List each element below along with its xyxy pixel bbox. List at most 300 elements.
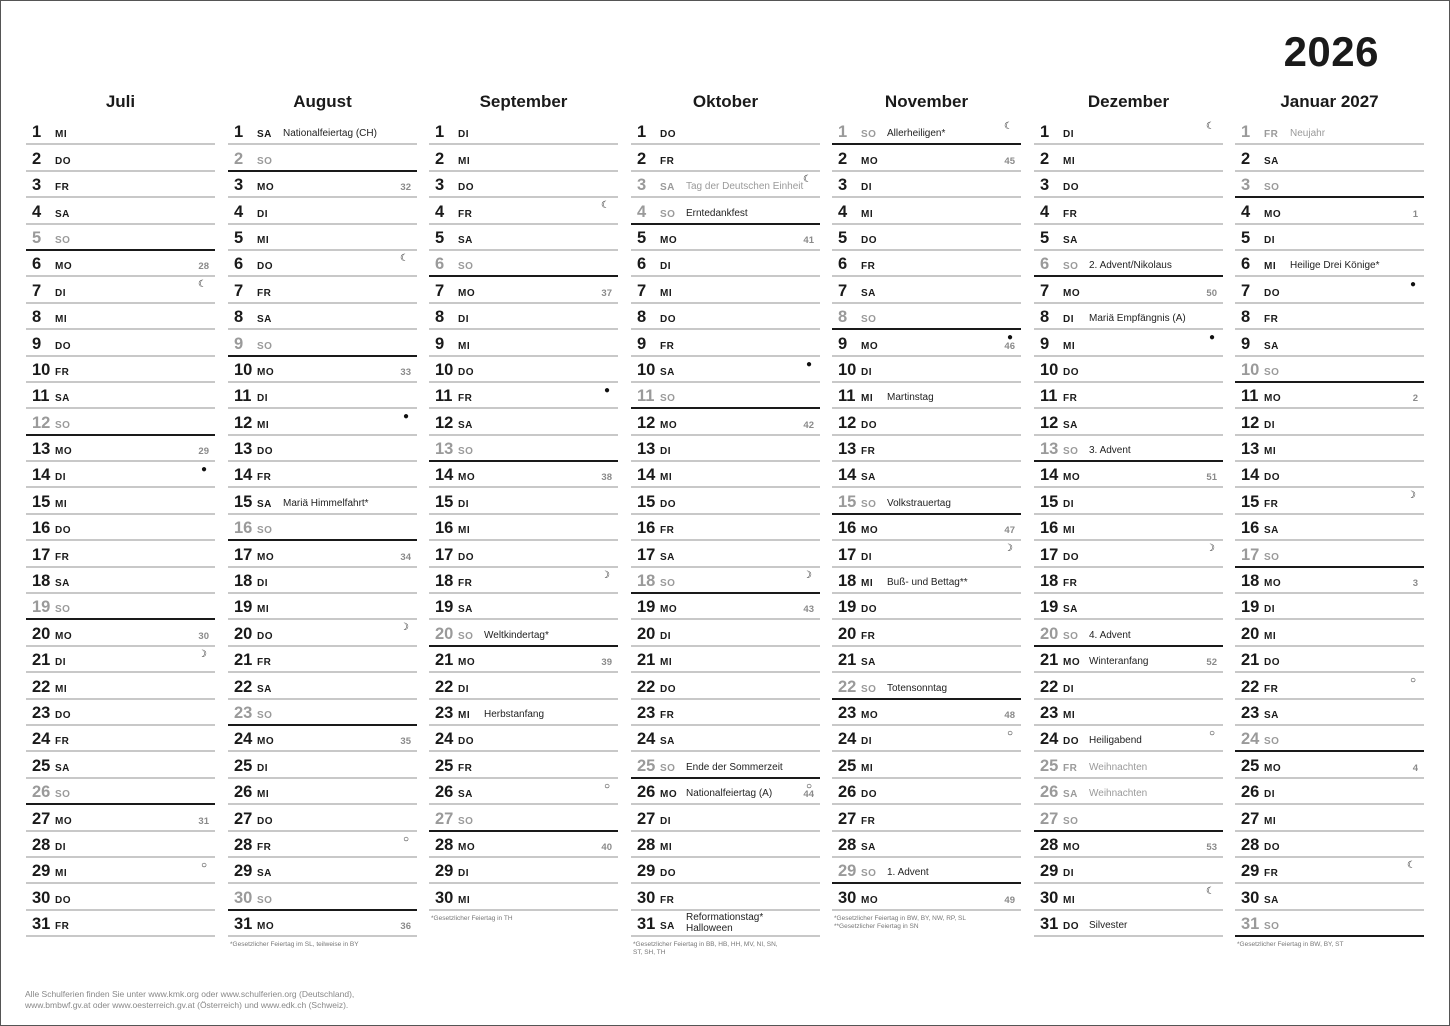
day-number: 29 bbox=[32, 862, 51, 881]
weekday-abbr: FR bbox=[1063, 393, 1078, 405]
day-row bbox=[631, 145, 820, 171]
holiday-label: Neujahr bbox=[1290, 128, 1326, 140]
day-number: 21 bbox=[234, 651, 253, 670]
day-row bbox=[228, 172, 417, 198]
weekday-abbr: MI bbox=[861, 208, 874, 220]
weekday-abbr: MI bbox=[257, 789, 270, 801]
weekday-abbr: DI bbox=[458, 498, 469, 510]
day-row bbox=[1034, 409, 1223, 435]
moon-phase-icon: ● bbox=[805, 358, 812, 370]
day-number: 16 bbox=[1040, 519, 1059, 538]
weekday-abbr: SA bbox=[257, 868, 272, 880]
weekday-abbr: DO bbox=[660, 868, 676, 880]
weekday-abbr: DO bbox=[1063, 736, 1079, 748]
day-number: 11 bbox=[32, 387, 50, 406]
day-list bbox=[832, 119, 1021, 911]
weekday-abbr: DI bbox=[458, 314, 469, 326]
day-number: 22 bbox=[234, 677, 253, 696]
day-row bbox=[832, 594, 1021, 620]
day-row bbox=[429, 515, 618, 541]
day-number: 23 bbox=[838, 703, 857, 722]
weekday-abbr: MI bbox=[55, 498, 68, 510]
weekday-abbr: DO bbox=[1264, 657, 1280, 669]
week-number: 29 bbox=[198, 446, 209, 458]
day-number: 17 bbox=[1040, 545, 1059, 564]
day-row bbox=[1034, 462, 1223, 488]
week-number: 40 bbox=[601, 841, 612, 853]
day-list bbox=[631, 119, 820, 937]
weekday-abbr: MI bbox=[861, 393, 874, 405]
moon-phase-icon: ○ bbox=[402, 833, 409, 845]
weekday-abbr: MO bbox=[257, 921, 275, 933]
day-number: 26 bbox=[32, 783, 51, 802]
weekday-abbr: DI bbox=[458, 868, 469, 880]
day-row bbox=[1034, 673, 1223, 699]
weekday-abbr: SA bbox=[1264, 155, 1279, 167]
day-number: 15 bbox=[234, 492, 253, 511]
day-number: 27 bbox=[435, 809, 454, 828]
month-title: Dezember bbox=[1087, 92, 1170, 111]
day-row bbox=[228, 726, 417, 752]
holiday-label: 2. Advent/Nikolaus bbox=[1089, 260, 1172, 272]
day-number: 31 bbox=[637, 915, 656, 934]
weekday-abbr: MO bbox=[660, 604, 678, 616]
week-number: 47 bbox=[1004, 525, 1015, 537]
day-row bbox=[832, 357, 1021, 383]
day-number: 3 bbox=[1040, 176, 1050, 195]
day-number: 4 bbox=[435, 202, 445, 221]
weekday-abbr: SO bbox=[257, 894, 273, 906]
weekday-abbr: SO bbox=[458, 446, 474, 458]
day-row bbox=[1235, 594, 1424, 620]
day-number: 11 bbox=[637, 387, 655, 406]
day-number: 13 bbox=[435, 440, 454, 459]
day-row bbox=[228, 541, 417, 567]
day-row bbox=[1034, 251, 1223, 277]
day-row bbox=[429, 884, 618, 910]
moon-phase-icon: ☽ bbox=[1004, 543, 1013, 555]
day-row bbox=[631, 357, 820, 383]
moon-phase-icon: ☾ bbox=[198, 279, 207, 291]
day-row bbox=[1034, 541, 1223, 567]
day-number: 4 bbox=[637, 202, 647, 221]
day-row bbox=[1235, 726, 1424, 752]
day-row bbox=[429, 700, 618, 726]
day-row bbox=[631, 858, 820, 884]
weekday-abbr: MO bbox=[861, 709, 879, 721]
day-row bbox=[1235, 357, 1424, 383]
day-row bbox=[631, 726, 820, 752]
day-number: 30 bbox=[838, 888, 857, 907]
day-row bbox=[1235, 700, 1424, 726]
day-row bbox=[1235, 409, 1424, 435]
weekday-abbr: FR bbox=[257, 841, 272, 853]
moon-phase-icon: ○ bbox=[1409, 675, 1416, 687]
day-row bbox=[228, 620, 417, 646]
weekday-abbr: DO bbox=[55, 525, 71, 537]
day-number: 30 bbox=[637, 888, 656, 907]
day-row bbox=[1034, 700, 1223, 726]
day-row bbox=[832, 462, 1021, 488]
day-row bbox=[1034, 832, 1223, 858]
weekday-abbr: MO bbox=[1264, 208, 1282, 220]
day-row bbox=[26, 409, 215, 435]
month-column bbox=[228, 91, 417, 949]
day-number: 19 bbox=[838, 598, 857, 617]
day-number: 26 bbox=[838, 783, 857, 802]
week-number: 30 bbox=[198, 630, 209, 642]
weekday-abbr: SO bbox=[257, 525, 273, 537]
weekday-abbr: MO bbox=[257, 182, 275, 194]
moon-phase-icon: ☽ bbox=[803, 569, 812, 581]
week-number: 33 bbox=[400, 366, 411, 378]
weekday-abbr: FR bbox=[1063, 762, 1078, 774]
day-row bbox=[429, 779, 618, 805]
day-row bbox=[1034, 726, 1223, 752]
weekday-abbr: SA bbox=[257, 129, 272, 141]
day-row bbox=[429, 145, 618, 171]
day-row bbox=[228, 515, 417, 541]
moon-phase-icon: ● bbox=[200, 464, 207, 476]
day-number: 5 bbox=[32, 228, 42, 247]
day-number: 1 bbox=[32, 123, 42, 142]
holiday-label: Buß- und Bettag** bbox=[887, 577, 968, 589]
day-row bbox=[1235, 462, 1424, 488]
weekday-abbr: DO bbox=[861, 789, 877, 801]
footnote-line: ST, SH, TH bbox=[633, 949, 666, 957]
day-number: 31 bbox=[234, 915, 253, 934]
day-number: 29 bbox=[637, 862, 656, 881]
holiday-label: Nationalfeiertag (A) bbox=[686, 788, 773, 800]
day-number: 18 bbox=[1241, 572, 1260, 591]
day-number: 9 bbox=[838, 334, 848, 353]
day-row bbox=[832, 277, 1021, 303]
day-row bbox=[429, 568, 618, 594]
day-row bbox=[429, 304, 618, 330]
week-number: 52 bbox=[1206, 657, 1217, 669]
day-row bbox=[832, 832, 1021, 858]
day-number: 10 bbox=[637, 360, 656, 379]
weekday-abbr: MO bbox=[861, 894, 879, 906]
weekday-abbr: FR bbox=[55, 366, 70, 378]
weekday-abbr: SO bbox=[1264, 182, 1280, 194]
day-row bbox=[631, 673, 820, 699]
weekday-abbr: MI bbox=[660, 472, 673, 484]
day-number: 3 bbox=[838, 176, 848, 195]
day-number: 31 bbox=[1040, 915, 1059, 934]
weekday-abbr: SA bbox=[861, 472, 876, 484]
weekday-abbr: SA bbox=[1063, 234, 1078, 246]
day-number: 8 bbox=[234, 308, 244, 327]
weekday-abbr: DO bbox=[55, 340, 71, 352]
month-column bbox=[26, 91, 215, 937]
day-number: 6 bbox=[32, 255, 42, 274]
day-row bbox=[1235, 752, 1424, 778]
weekday-abbr: DI bbox=[861, 182, 872, 194]
day-row bbox=[1034, 436, 1223, 462]
day-number: 13 bbox=[1040, 440, 1059, 459]
day-list bbox=[429, 119, 618, 911]
day-number: 30 bbox=[435, 888, 454, 907]
day-number: 29 bbox=[435, 862, 454, 881]
weekday-abbr: FR bbox=[458, 208, 473, 220]
day-row bbox=[26, 752, 215, 778]
day-number: 3 bbox=[234, 176, 244, 195]
day-row bbox=[631, 277, 820, 303]
holiday-label: Weihnachten bbox=[1089, 761, 1148, 773]
day-number: 25 bbox=[32, 756, 51, 775]
footnote-line: *Gesetzlicher Feiertag in BB, HB, HH, MV, NI, SN, bbox=[633, 941, 778, 949]
day-number: 7 bbox=[1241, 281, 1251, 300]
weekday-abbr: MI bbox=[1264, 446, 1277, 458]
day-row bbox=[429, 752, 618, 778]
weekday-abbr: MI bbox=[458, 340, 471, 352]
day-row bbox=[1034, 119, 1223, 145]
day-row bbox=[1235, 198, 1424, 224]
day-row bbox=[228, 304, 417, 330]
week-number: 3 bbox=[1412, 578, 1418, 590]
weekday-abbr: DI bbox=[1264, 234, 1275, 246]
weekday-abbr: SO bbox=[257, 155, 273, 167]
day-number: 23 bbox=[32, 703, 51, 722]
weekday-abbr: FR bbox=[1264, 314, 1279, 326]
weekday-abbr: FR bbox=[55, 921, 70, 933]
day-number: 4 bbox=[1040, 202, 1050, 221]
day-number: 15 bbox=[838, 492, 857, 511]
day-row bbox=[832, 541, 1021, 567]
holiday-label: Martinstag bbox=[887, 392, 934, 404]
day-row bbox=[1034, 805, 1223, 831]
weekday-abbr: FR bbox=[257, 657, 272, 669]
day-number: 19 bbox=[234, 598, 253, 617]
day-number: 29 bbox=[234, 862, 253, 881]
weekday-abbr: DO bbox=[861, 604, 877, 616]
holiday-label: Silvester bbox=[1089, 920, 1128, 932]
day-number: 18 bbox=[637, 572, 656, 591]
day-number: 2 bbox=[435, 149, 445, 168]
day-number: 7 bbox=[637, 281, 647, 300]
weekday-abbr: MI bbox=[1063, 894, 1076, 906]
weekday-abbr: MO bbox=[55, 261, 73, 273]
day-number: 5 bbox=[435, 228, 445, 247]
day-row bbox=[429, 647, 618, 673]
day-number: 16 bbox=[637, 519, 656, 538]
day-row bbox=[631, 568, 820, 594]
weekday-abbr: MI bbox=[1063, 709, 1076, 721]
day-number: 10 bbox=[838, 360, 857, 379]
weekday-abbr: MO bbox=[660, 789, 678, 801]
day-number: 26 bbox=[1241, 783, 1260, 802]
day-number: 7 bbox=[838, 281, 848, 300]
weekday-abbr: MO bbox=[861, 525, 879, 537]
day-number: 14 bbox=[435, 466, 454, 485]
day-row bbox=[228, 277, 417, 303]
day-number: 11 bbox=[838, 387, 856, 406]
week-number: 49 bbox=[1004, 894, 1015, 906]
weekday-abbr: MO bbox=[257, 736, 275, 748]
weekday-abbr: MI bbox=[458, 894, 471, 906]
weekday-abbr: SO bbox=[257, 709, 273, 721]
weekday-abbr: FR bbox=[1264, 868, 1279, 880]
moon-phase-icon: ● bbox=[1409, 279, 1416, 291]
weekday-abbr: MI bbox=[257, 419, 270, 431]
weekday-abbr: FR bbox=[861, 815, 876, 827]
day-number: 20 bbox=[234, 624, 253, 643]
day-number: 24 bbox=[32, 730, 51, 749]
day-row bbox=[26, 119, 215, 145]
day-row bbox=[26, 198, 215, 224]
week-number: 28 bbox=[198, 261, 209, 273]
day-number: 26 bbox=[234, 783, 253, 802]
day-number: 15 bbox=[1040, 492, 1059, 511]
weekday-abbr: DI bbox=[55, 287, 66, 299]
day-row bbox=[429, 198, 618, 224]
day-number: 16 bbox=[32, 519, 51, 538]
day-row bbox=[26, 436, 215, 462]
day-number: 18 bbox=[1040, 572, 1059, 591]
moon-phase-icon: ☾ bbox=[1004, 121, 1013, 132]
month-title: November bbox=[884, 92, 969, 111]
day-number: 5 bbox=[1241, 228, 1251, 247]
weekday-abbr: FR bbox=[660, 525, 675, 537]
day-number: 25 bbox=[1040, 756, 1059, 775]
day-row bbox=[26, 568, 215, 594]
day-row bbox=[26, 251, 215, 277]
day-number: 17 bbox=[838, 545, 857, 564]
month-title: Juli bbox=[105, 92, 136, 111]
month-footnote bbox=[631, 941, 820, 957]
day-row bbox=[228, 594, 417, 620]
day-row bbox=[1235, 330, 1424, 356]
weekday-abbr: DO bbox=[861, 419, 877, 431]
weekday-abbr: SA bbox=[257, 683, 272, 695]
day-row bbox=[1034, 198, 1223, 224]
weekday-abbr: DI bbox=[55, 657, 66, 669]
day-number: 13 bbox=[234, 440, 253, 459]
day-number: 25 bbox=[435, 756, 454, 775]
weekday-abbr: MI bbox=[55, 314, 68, 326]
day-row bbox=[429, 409, 618, 435]
weekday-abbr: FR bbox=[861, 630, 876, 642]
day-row bbox=[228, 198, 417, 224]
day-row bbox=[832, 884, 1021, 910]
moon-phase-icon: ☾ bbox=[803, 173, 812, 185]
holiday-label: 4. Advent bbox=[1089, 629, 1131, 641]
day-row bbox=[631, 700, 820, 726]
day-number: 4 bbox=[838, 202, 848, 221]
day-number: 9 bbox=[234, 334, 244, 353]
weekday-abbr: DO bbox=[1063, 921, 1079, 933]
week-number: 44 bbox=[803, 789, 814, 801]
day-number: 10 bbox=[234, 360, 253, 379]
day-row bbox=[1235, 832, 1424, 858]
day-row bbox=[1034, 884, 1223, 910]
weekday-abbr: SO bbox=[861, 868, 877, 880]
day-number: 24 bbox=[435, 730, 454, 749]
weekday-abbr: MI bbox=[1063, 525, 1076, 537]
weekday-abbr: DI bbox=[1063, 314, 1074, 326]
moon-phase-icon: ☽ bbox=[601, 569, 610, 581]
weekday-abbr: DO bbox=[660, 498, 676, 510]
weekday-abbr: MI bbox=[861, 578, 874, 590]
weekday-abbr: MO bbox=[1264, 393, 1282, 405]
day-row bbox=[429, 225, 618, 251]
day-number: 28 bbox=[234, 835, 253, 854]
day-list bbox=[1034, 119, 1223, 937]
holiday-label: Winteranfang bbox=[1089, 656, 1149, 668]
day-number: 28 bbox=[838, 835, 857, 854]
day-row bbox=[228, 752, 417, 778]
day-number: 12 bbox=[435, 413, 454, 432]
day-row bbox=[1034, 172, 1223, 198]
weekday-abbr: DI bbox=[660, 261, 671, 273]
day-number: 22 bbox=[1040, 677, 1059, 696]
day-row bbox=[429, 172, 618, 198]
day-row bbox=[1235, 251, 1424, 277]
weekday-abbr: DO bbox=[257, 815, 273, 827]
weekday-abbr: FR bbox=[55, 551, 70, 563]
day-row bbox=[429, 805, 618, 831]
weekday-abbr: MO bbox=[257, 366, 275, 378]
weekday-abbr: MO bbox=[1264, 578, 1282, 590]
weekday-abbr: DI bbox=[861, 551, 872, 563]
weekday-abbr: SO bbox=[660, 208, 676, 220]
day-row bbox=[832, 568, 1021, 594]
day-row bbox=[228, 436, 417, 462]
holiday-label: Ende der Sommerzeit bbox=[686, 761, 783, 773]
month-column bbox=[1235, 91, 1424, 949]
moon-phase-icon: ☽ bbox=[400, 622, 409, 634]
day-number: 6 bbox=[234, 255, 244, 274]
day-number: 15 bbox=[1241, 492, 1260, 511]
day-number: 18 bbox=[435, 572, 454, 591]
weekday-abbr: MO bbox=[660, 419, 678, 431]
week-number: 1 bbox=[1412, 208, 1418, 220]
day-number: 27 bbox=[637, 809, 656, 828]
day-row bbox=[1034, 277, 1223, 303]
day-number: 17 bbox=[637, 545, 656, 564]
weekday-abbr: SA bbox=[1063, 419, 1078, 431]
day-number: 31 bbox=[1241, 915, 1260, 934]
day-number: 2 bbox=[637, 149, 647, 168]
day-row bbox=[1034, 488, 1223, 514]
weekday-abbr: DO bbox=[257, 630, 273, 642]
moon-phase-icon: ☾ bbox=[1407, 859, 1416, 871]
day-number: 20 bbox=[32, 624, 51, 643]
weekday-abbr: DO bbox=[55, 155, 71, 167]
holiday-label: Mariä Empfängnis (A) bbox=[1089, 313, 1186, 325]
month-title: Januar 2027 bbox=[1280, 92, 1379, 111]
week-number: 39 bbox=[601, 657, 612, 669]
day-row bbox=[228, 700, 417, 726]
day-row bbox=[832, 172, 1021, 198]
day-row bbox=[832, 647, 1021, 673]
weekday-abbr: MI bbox=[1063, 340, 1076, 352]
day-row bbox=[228, 357, 417, 383]
day-row bbox=[832, 673, 1021, 699]
weekday-abbr: DI bbox=[1063, 868, 1074, 880]
day-number: 24 bbox=[1241, 730, 1260, 749]
weekday-abbr: MO bbox=[458, 472, 476, 484]
weekday-abbr: SO bbox=[458, 815, 474, 827]
day-row bbox=[1235, 884, 1424, 910]
weekday-abbr: SA bbox=[458, 419, 473, 431]
day-row bbox=[26, 145, 215, 171]
day-number: 12 bbox=[838, 413, 857, 432]
weekday-abbr: SA bbox=[1063, 604, 1078, 616]
week-number: 48 bbox=[1004, 709, 1015, 721]
week-number: 37 bbox=[601, 287, 612, 299]
